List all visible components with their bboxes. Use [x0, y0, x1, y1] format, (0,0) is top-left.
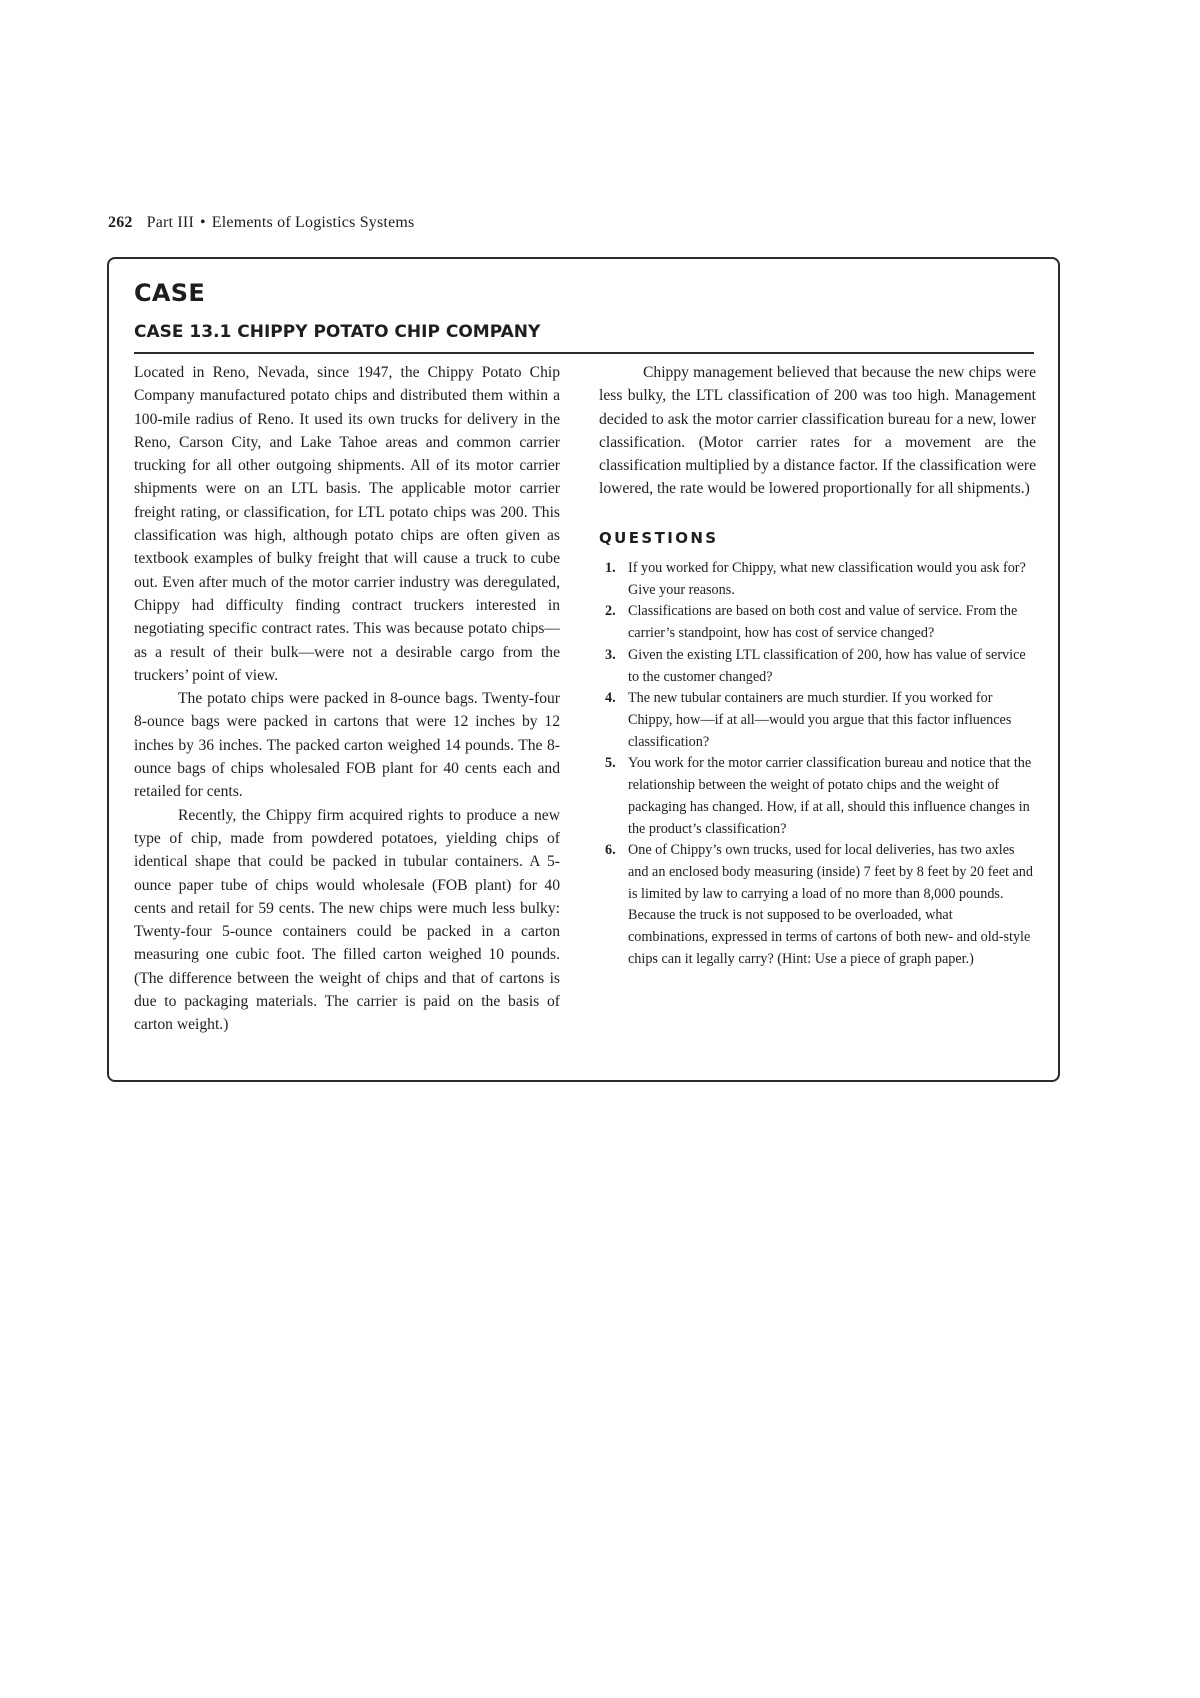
question-item — [599, 601, 1036, 644]
question-text: If you worked for Chippy, what new classification would you ask for? Give your reasons. — [628, 560, 1026, 598]
case-title: CASE 13.1 CHIPPY POTATO CHIP COMPANY — [134, 322, 541, 342]
question-number: 1. — [605, 560, 616, 577]
question-text: You work for the motor carrier classification bureau and notice that the relationship between the weight of potato chips and the weight of packaging has changed. How, if at all, should this influence changes in the product’s classification? — [628, 755, 1032, 837]
question-text: Classifications are based on both cost and value of service. From the carrier’s standpoint, how has cost of service changed? — [628, 603, 1018, 642]
question-text: The new tubular containers are much sturdier. If you worked for Chippy, how—if at all—would you argue that this factor influences classification? — [628, 690, 1012, 750]
question-item — [599, 840, 1036, 970]
section-title: Elements of Logistics Systems — [211, 214, 415, 231]
questions-heading: QUESTIONS — [599, 528, 719, 547]
question-number: 4. — [605, 690, 616, 707]
question-number: 2. — [605, 603, 616, 620]
question-item — [599, 558, 1036, 601]
case-paragraph-3: Recently, the Chippy firm acquired rights to produce a new type of chip, made from powdered potatoes, yielding chips of identical shape that could be packed in tubular containers. A 5-ounce paper tube of chips would wholesale (FOB plant) for 40 cents and retail for 59 cents. The new chips were much less bulky: Twenty-four 5-ounce containers could be packed in a carton measuring one cubic foot. The filled carton weighed 10 pounds. (The difference between the weight of chips and that of cartons is due to packaging materials. The carrier is paid on the basis of carton weight.) — [134, 806, 560, 1034]
page-number: 262 — [108, 214, 133, 231]
question-item — [599, 753, 1036, 840]
case-box — [107, 257, 1060, 1082]
question-number: 6. — [605, 842, 616, 859]
question-text: Given the existing LTL classification of 200, how has value of service to the customer changed? — [628, 646, 1026, 685]
question-number: 5. — [605, 755, 616, 772]
part-label: Part III — [146, 214, 194, 231]
case-paragraph-1: Located in Reno, Nevada, since 1947, the Chippy Potato Chip Company manufactured potato chips and distributed them within a 100-mile radius of Reno. It used its own trucks for delivery in the Reno, Carson City, and Lake Tahoe areas and common carrier trucking for all other outgoing shipments. All of its motor carrier shipments were on an LTL basis. The applicable motor carrier freight rating, or classification, for LTL potato chips was 200. This classification was high, although potato chips are often given as textbook examples of bulky freight that will cause a truck to cube out. Even after much of the motor carrier industry was deregulated, Chippy had difficulty finding contract truckers interested in negotiating specific contract rates. This was because potato chips—as a result of their bulk—were not a desirable cargo from the truckers’ point of view. — [134, 364, 560, 684]
title-rule — [134, 352, 1034, 354]
questions-list — [599, 558, 1036, 970]
question-text: One of Chippy’s own trucks, used for local deliveries, has two axles and an enclosed body measuring (inside) 7 feet by 8 feet by 20 feet and is limited by law to carrying a load of no more than 8,000 pounds. Because the truck is not supposed to be overloaded, what combinations, expressed in terms of cartons of both new- and old-style chips can it legally carry? (Hint: Use a piece of graph paper.) — [628, 842, 1033, 967]
case-label: CASE — [134, 279, 206, 307]
question-item — [599, 645, 1036, 688]
management-paragraph: Chippy management believed that because the new chips were less bulky, the LTL classification of 200 was too high. Management decided to ask the motor carrier classification bureau for a new, lower classification. (Motor carrier rates for a movement are the classification multiplied by a distance factor. If the classification were lowered, the rate would be lowered proportionally for all shipments.) — [599, 364, 1036, 498]
question-item — [599, 688, 1036, 753]
right-column — [599, 361, 1036, 970]
question-number: 3. — [605, 646, 616, 663]
case-paragraph-2: The potato chips were packed in 8-ounce bags. Twenty-four 8-ounce bags were packed in cartons that were 12 inches by 12 inches by 36 inches. The packed carton weighed 14 pounds. The 8-ounce bags of chips wholesaled FOB plant for 40 cents each and retailed for cents. — [134, 690, 560, 801]
left-column — [134, 361, 560, 1037]
running-head — [108, 214, 414, 232]
header-separator: • — [199, 214, 206, 231]
